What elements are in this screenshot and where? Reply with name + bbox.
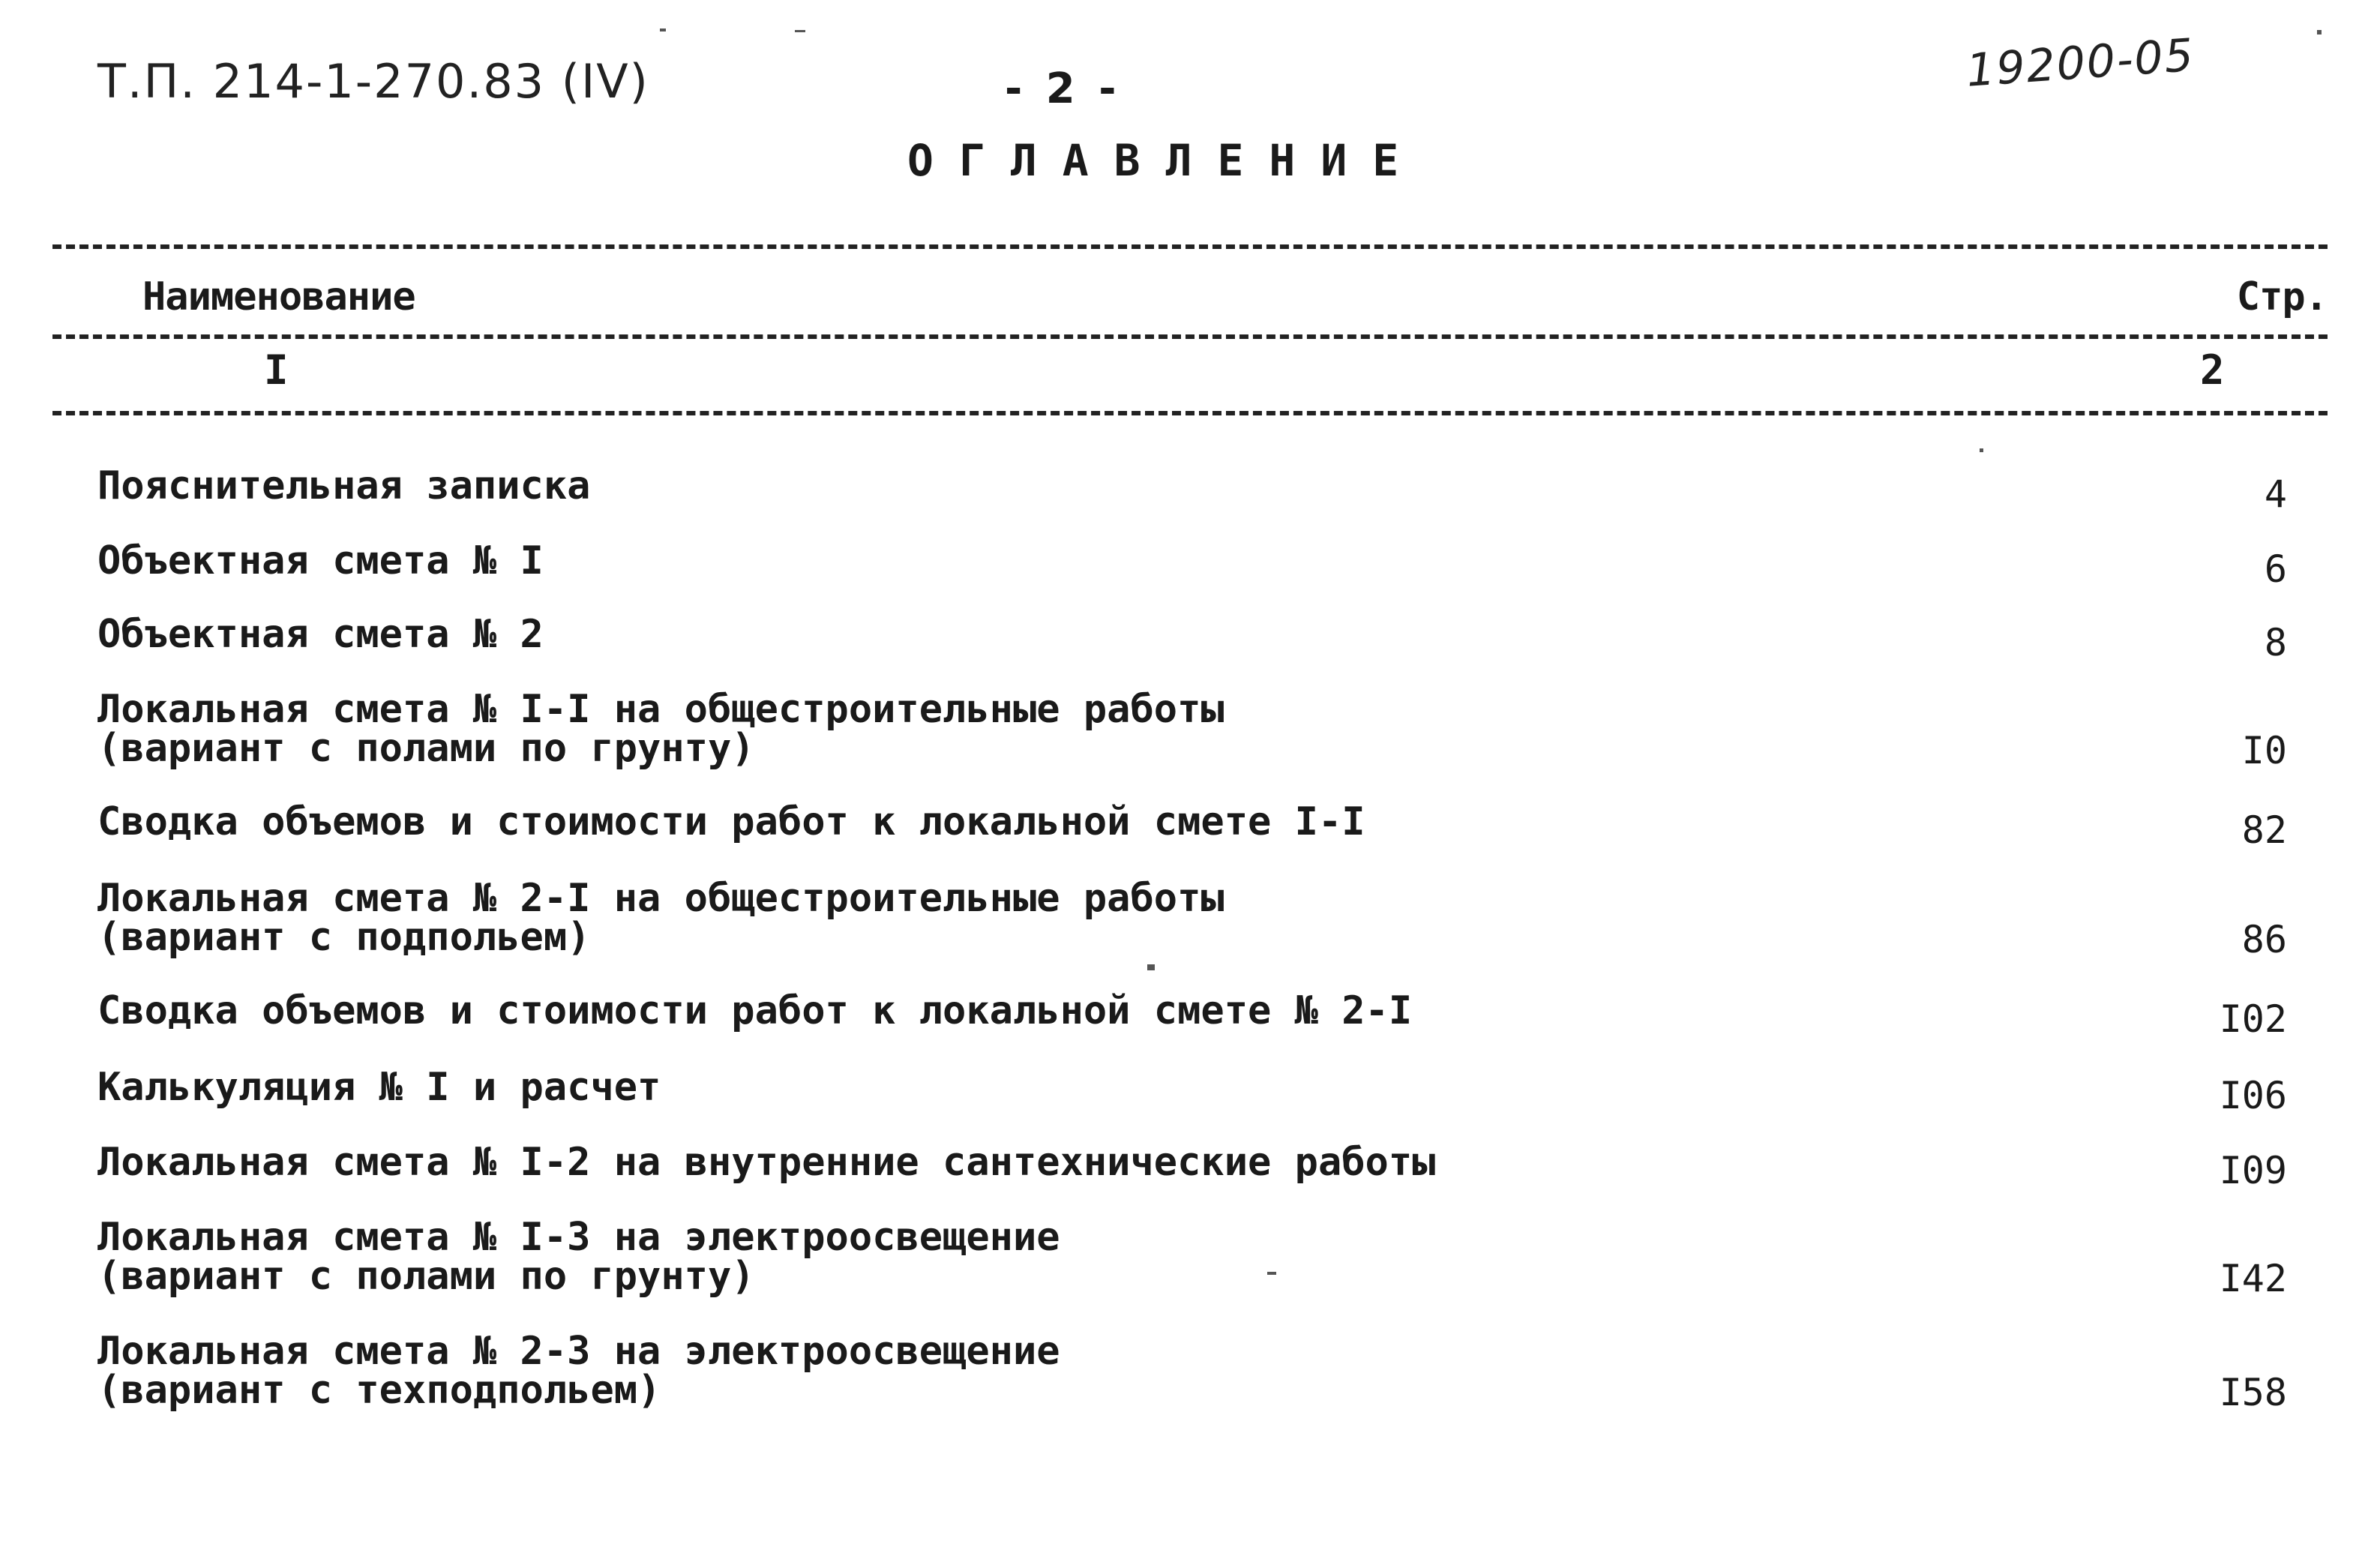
scan-speck: [2317, 30, 2322, 34]
toc-entry-title: [97, 687, 2287, 771]
toc-entry-line: Локальная смета № I-I на общестроительные работы: [97, 687, 1224, 732]
page-number: - 2 -: [1005, 64, 1121, 113]
scan-speck: [660, 28, 666, 31]
toc-entry-line: Локальная смета № 2-3 на электроосвещение: [97, 1329, 1060, 1374]
toc-entry: [97, 799, 2287, 852]
page-title: ОГЛАВЛЕНИЕ: [907, 135, 1425, 186]
toc-entry: [97, 1065, 2287, 1117]
scan-speck: [1147, 964, 1155, 970]
toc-entry-title: [97, 463, 2287, 508]
toc-entry-title: [97, 988, 2287, 1033]
toc-entry-page: I02: [2219, 997, 2287, 1041]
document-code: Т.П. 214-1-270.83 (IV): [97, 54, 649, 109]
toc-entry-title: [97, 799, 2287, 844]
scan-speck: [795, 30, 805, 32]
column-number-1: I: [264, 346, 289, 394]
toc-entry-title: [97, 612, 2287, 657]
toc-entry: [97, 612, 2287, 664]
toc-entry-line: (вариант с техподпольем): [97, 1368, 661, 1413]
toc-entry-line: Локальная смета № I-3 на электроосвещение: [97, 1215, 1060, 1260]
toc-entry-line: Сводка объемов и стоимости работ к локальной смете № 2-I: [97, 988, 1413, 1033]
toc-entry-page: I0: [2241, 729, 2287, 772]
toc-entry: [97, 538, 2287, 591]
toc-entry: [97, 1329, 2287, 1414]
toc-entry-line: (вариант с подпольем): [97, 915, 591, 960]
divider-top: [52, 244, 2328, 249]
toc-entry-line: Объектная смета № 2: [97, 612, 544, 657]
toc-entry-page: 8: [2264, 621, 2287, 664]
toc-entry-title: [97, 1329, 2287, 1413]
toc-entry-title: [97, 1215, 2287, 1299]
toc-entry-page: 6: [2264, 547, 2287, 591]
toc-entry: [97, 687, 2287, 772]
toc-entry-line: Пояснительная записка: [97, 463, 591, 508]
divider-header: [52, 334, 2328, 339]
toc-entry-page: 86: [2241, 918, 2287, 961]
toc-entry: [97, 988, 2287, 1041]
toc-entry-line: Локальная смета № 2-I на общестроительные работы: [97, 876, 1224, 921]
toc-entry-page: I42: [2219, 1257, 2287, 1300]
toc-entry-line: Локальная смета № I-2 на внутренние сантехнические работы: [97, 1140, 1436, 1185]
scan-speck: [1980, 448, 1983, 452]
toc-entry-page: I09: [2219, 1149, 2287, 1192]
toc-entry-title: [97, 1140, 2287, 1185]
column-number-2: 2: [2200, 346, 2225, 394]
toc-entry: [97, 876, 2287, 961]
toc-entry: [97, 463, 2287, 516]
scan-speck: [1267, 1272, 1276, 1275]
toc-entry-title: [97, 876, 2287, 960]
divider-numbers: [52, 411, 2328, 415]
toc-entry-title: [97, 1065, 2287, 1110]
column-header-page: Стр.: [2236, 274, 2328, 319]
toc-entry-page: 82: [2241, 808, 2287, 852]
toc-entry-page: I58: [2219, 1371, 2287, 1414]
toc-entry-title: [97, 538, 2287, 583]
column-header-name: Наименование: [142, 274, 415, 319]
toc-entry: [97, 1215, 2287, 1300]
toc-entry-line: (вариант с полами по грунту): [97, 726, 755, 771]
toc-entry-line: (вариант с полами по грунту): [97, 1254, 755, 1299]
archive-number: 19200-05: [1965, 28, 2197, 97]
toc-entry-page: I06: [2219, 1074, 2287, 1117]
toc-entry-line: Объектная смета № I: [97, 538, 544, 583]
toc-entry-line: Калькуляция № I и расчет: [97, 1065, 661, 1110]
toc-entry: [97, 1140, 2287, 1192]
toc-entry-line: Сводка объемов и стоимости работ к локальной смете I-I: [97, 799, 1365, 844]
toc-entry-page: 4: [2264, 472, 2287, 516]
